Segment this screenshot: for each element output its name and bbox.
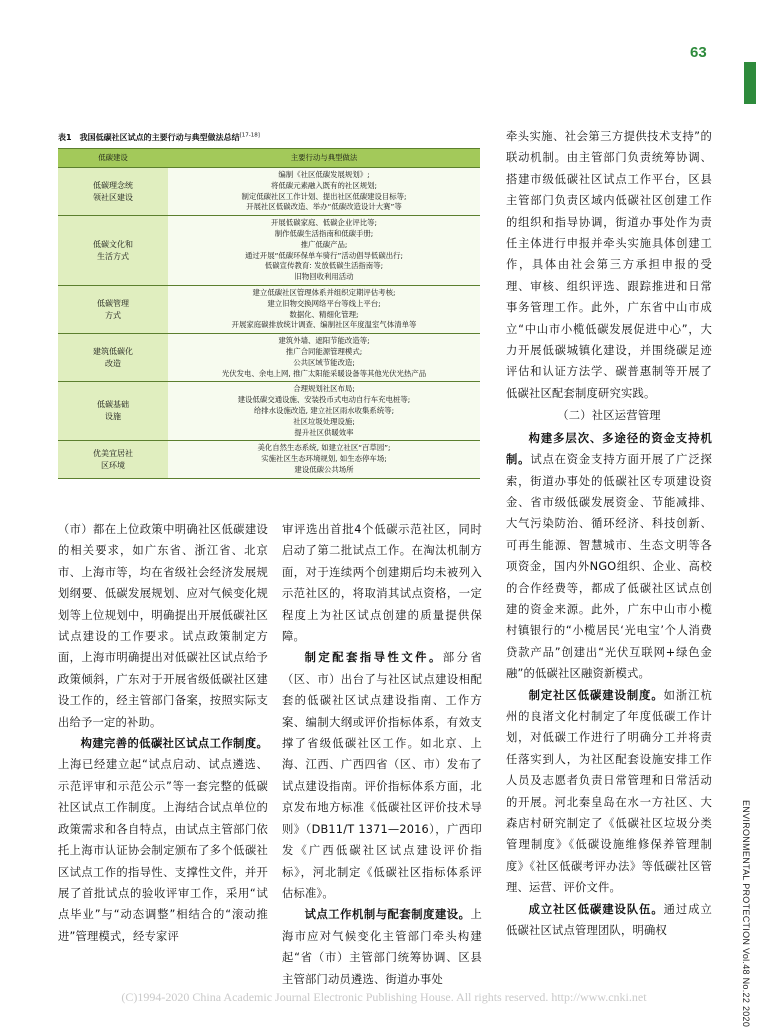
table-category-cell: 低碳文化和 生活方式	[58, 216, 168, 286]
table-caption-ref: [17-18]	[239, 132, 260, 139]
table-category-cell: 建筑低碳化 改造	[58, 334, 168, 382]
body-paragraph: 构建多层次、多途径的资金支持机制。试点在资金支持方面开展了广泛探索，街道办事处的低碳社区专项建设资金、省市级低碳发展资金、节能减排、大气污染防治、循环经济、科技创新、可再生能源、智慧城市、生态文明等各项资金，国内外NGO组织、企业、高校的合作经费等，都成了低碳社区试点创建的资金来源。此外，广东中山市小榄村镇银行的“小榄居民‘光电宝’个人消费贷款产品”创建出“光伏互联网+绿色金融”的低碳社区融资新模式。	[506, 431, 712, 681]
table-actions-cell: 合理规划社区布局; 建设低碳交通设施、安装投币式电动自行车充电桩等; 给排水设施改造, 建立社区雨水收集系统等; 社区垃圾处理设施; 提升社区供暖效率	[168, 382, 480, 441]
table-category-cell: 低碳基础 设施	[58, 382, 168, 441]
table-caption	[58, 132, 260, 143]
body-paragraph: （市）都在上位政策中明确社区低碳建设的相关要求，如广东省、浙江省、北京市、上海市等，均在省级社会经济发展规划纲要、低碳发展规划、应对气候变化规划等上位规划中，明确提出开展低碳社区试点建设的工作要求。试点政策制定方面，上海市明确提出对低碳社区试点给予政策倾斜，广东对于开展省级低碳社区建设工作的，经主管部门备案，按照实际支出给予一定的补助。	[58, 523, 268, 729]
body-paragraph: 试点工作机制与配套制度建设。上海市应对气候变化主管部门牵头构建起“省（市）主管部门统筹协调、区县主管部门动员遴选、街道办事处	[282, 908, 482, 986]
paragraph-lead: 构建多层次、多途径的资金支持机制。	[506, 431, 712, 467]
table-actions-cell: 编制《社区低碳发展规划》; 将低碳元素融入既有的社区规划; 制定低碳社区工作计划、提出社区低碳建设目标等; 开展社区低碳改造、举办“低碳改造设计大赛”等	[168, 168, 480, 216]
body-paragraph: 制定配套指导性文件。部分省（区、市）出台了与社区试点建设相配套的低碳社区试点建设指南、工作方案、编制大纲或评价指标体系，有效支撑了省级低碳社区工作。如北京、上海、江西、广西四省（区、市）发布了试点建设指南。评价指标体系方面，北京发布地方标准《低碳社区评价技术导则》（DB11/T 1371—2016），广西印发《广西低碳社区试点建设评价指标》，河北制定《低碳社区指标体系评估标准》。	[282, 651, 482, 900]
body-paragraph: 构建完善的低碳社区试点工作制度。上海已经建立起“试点启动、试点遴选、示范评审和示范公示”等一套完整的低碳社区试点工作制度。上海结合试点单位的政策需求和各自特点，由试点主管部门依托上海市认证协会制定颁布了多个低碳社区试点工作的指导性、支撑性文件，并开展了首批试点的验收评审工作，采用“试点毕业”与“动态调整”相结合的“滚动推进”管理模式，经专家评	[58, 737, 268, 943]
table-row	[58, 382, 480, 441]
table-row	[58, 285, 480, 333]
table-row	[58, 168, 480, 216]
table-row	[58, 441, 480, 478]
body-paragraph: 审评选出首批4个低碳示范社区，同时启动了第二批试点工作。在淘汰机制方面，对于连续两个创建期后均未被列入示范社区的，将取消其试点资格，一定程度上为社区试点创建的质量提供保障。	[282, 523, 482, 644]
table-category-cell: 低碳管理 方式	[58, 285, 168, 333]
body-paragraph: 成立社区低碳建设队伍。通过成立低碳社区试点管理团队，明确权	[506, 902, 712, 938]
copyright-footer: (C)1994-2020 China Academic Journal Electronic Publishing House. All rights reserved. http://www.cnki.net	[121, 990, 647, 1004]
page-number: 63	[690, 44, 707, 61]
table-header-row	[58, 149, 480, 168]
section-heading: （二）社区运营管理	[557, 409, 661, 423]
table-1	[58, 148, 480, 479]
body-paragraph: 制定社区低碳建设制度。如浙江杭州的良渚文化村制定了年度低碳工作计划，对低碳工作进行了明确分工并将责任落实到人，为社区配套设施安排工作人员及志愿者负责日常管理和日常活动的开展。河北秦皇岛在水一方社区、大森店村研究制定了《低碳社区垃圾分类管理制度》《低碳设施维修保养管理制度》《社区低碳考评办法》等低碳社区管理、运营、评价文件。	[506, 688, 712, 895]
table-actions-cell: 建立低碳社区管理体系并组织定期评估考核; 建立旧物交换网络平台等线上平台; 数据化、精细化管理; 开展家庭碳排放统计调查、编制社区年度温室气体清单等	[168, 285, 480, 333]
table-row	[58, 216, 480, 286]
table-row	[58, 334, 480, 382]
paragraph-lead: 制定社区低碳建设制度。	[528, 688, 664, 702]
body-paragraph: 牵头实施、社会第三方提供技术支持”的联动机制。由主管部门负责统筹协调、搭建市级低碳社区试点工作平台，区县主管部门负责区域内低碳社区创建工作的组织和指导协调，街道办事处作为责任主体进行申报并牵头实施具体创建工作，具体由社会第三方承担申报的受理、审核、组织评选、跟踪推进和日常事务管理工作。此外，广东省中山市成立“中山市小榄低碳发展促进中心”，大力开展低碳城镇化建设，并围绕碳足迹评估和认证方法学、碳普惠制等开展了低碳社区配套制度研究实践。	[506, 130, 712, 400]
green-margin-bar	[744, 62, 756, 104]
paragraph-lead: 构建完善的低碳社区试点工作制度。	[80, 737, 268, 751]
table-actions-cell: 开展低碳家庭、低碳企业评比等; 制作低碳生活指南和低碳手册; 推广低碳产品; 通过开展“低碳环保单车骑行”活动倡导低碳出行; 低碳宣传教育: 发放低碳生活指南等; 旧物回收利用活动	[168, 216, 480, 286]
text-column-3	[506, 126, 712, 941]
text-column-1	[58, 519, 268, 947]
table-header-category: 低碳建设	[58, 149, 168, 168]
paragraph-lead: 制定配套指导性文件。	[304, 651, 443, 665]
paragraph-lead: 试点工作机制与配套制度建设。	[304, 908, 471, 922]
table-actions-cell: 美化自然生态系统, 如建立社区“百草园”; 实施社区生态环境规划, 如生态停车场; 建设低碳公共场所	[168, 441, 480, 478]
text-column-2	[282, 519, 482, 990]
table-header-actions: 主要行动与典型做法	[168, 149, 480, 168]
table-category-cell: 优美宜居社 区环境	[58, 441, 168, 478]
journal-sidebar-text: ENVIRONMENTAL PROTECTION Vol.48 No.22 2020	[741, 800, 751, 1027]
table-category-cell: 低碳理念统 领社区建设	[58, 168, 168, 216]
table-caption-text: 表1 我国低碳社区试点的主要行动与典型做法总结	[58, 133, 240, 142]
table-actions-cell: 建筑外墙、遮阳节能改造等; 推广合同能源管理模式; 公共区域节能改造; 光伏发电、余电上网, 推广太阳能采暖设备等其他光伏光热产品	[168, 334, 480, 382]
paragraph-lead: 成立社区低碳建设队伍。	[528, 902, 664, 916]
